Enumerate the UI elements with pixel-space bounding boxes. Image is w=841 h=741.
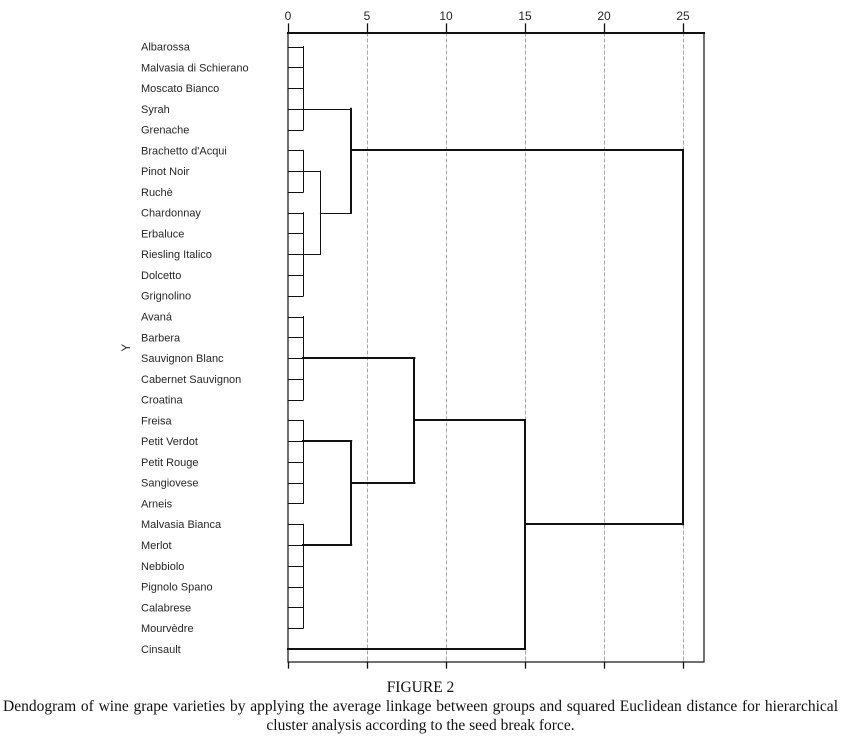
leaf-label: Sauvignon Blanc — [141, 353, 224, 366]
axis-tick-label: 5 — [363, 9, 371, 23]
leaf-label: Malvasia di Schierano — [141, 62, 249, 75]
leaf-label: Sangiovese — [141, 477, 199, 490]
leaf-label: Dolcetto — [141, 269, 182, 282]
leaf-label: Syrah — [141, 103, 170, 116]
leaf-label: Grignolino — [141, 290, 192, 303]
figure-caption-title: FIGURE 2 — [386, 679, 455, 696]
axis-tick-label: 15 — [518, 9, 532, 23]
axis-tick-label: 10 — [439, 9, 453, 23]
leaf-label: Croatina — [141, 394, 183, 407]
axis-tick-label: 25 — [676, 9, 690, 23]
leaf-label: Petit Rouge — [141, 456, 199, 469]
leaf-label: Freisa — [141, 415, 172, 428]
axis-tick-label: 0 — [284, 9, 292, 23]
leaf-label: Mourvèdre — [141, 623, 194, 636]
figure-caption-body: Dendogram of wine grape varieties by applying the average linkage between groups and squared Euclidean distance for hierarchical cluster analysis according to the seed break force. — [3, 698, 838, 734]
leaf-label: Grenache — [141, 124, 190, 137]
leaf-label: Nebbiolo — [141, 560, 185, 573]
leaf-label: Pinot Noir — [141, 166, 190, 179]
leaf-label: Ruchè — [141, 186, 173, 199]
leaf-label: Chardonnay — [141, 207, 201, 220]
y-axis-label: Y — [121, 343, 133, 352]
leaf-label: Cinsault — [141, 643, 181, 656]
leaf-label: Arneis — [141, 498, 173, 511]
axis-tick-label: 20 — [597, 9, 611, 23]
leaf-label: Brachetto d'Acqui — [141, 145, 227, 158]
leaf-label: Moscato Bianco — [141, 83, 220, 96]
leaf-label: Merlot — [141, 539, 172, 552]
leaf-label: Cabernet Sauvignon — [141, 373, 242, 386]
leaf-label: Erbaluce — [141, 228, 185, 241]
leaf-label: Petit Verdot — [141, 436, 198, 449]
leaf-label: Riesling Italico — [141, 249, 212, 262]
leaf-label: Avaná — [141, 311, 172, 324]
leaf-label: Albarossa — [141, 41, 190, 54]
leaf-label: Calabrese — [141, 602, 192, 615]
leaf-label: Pignolo Spano — [141, 581, 213, 594]
figure-caption — [0, 678, 841, 735]
leaf-label: Malvasia Bianca — [141, 519, 222, 532]
leaf-label: Barbera — [141, 332, 181, 345]
